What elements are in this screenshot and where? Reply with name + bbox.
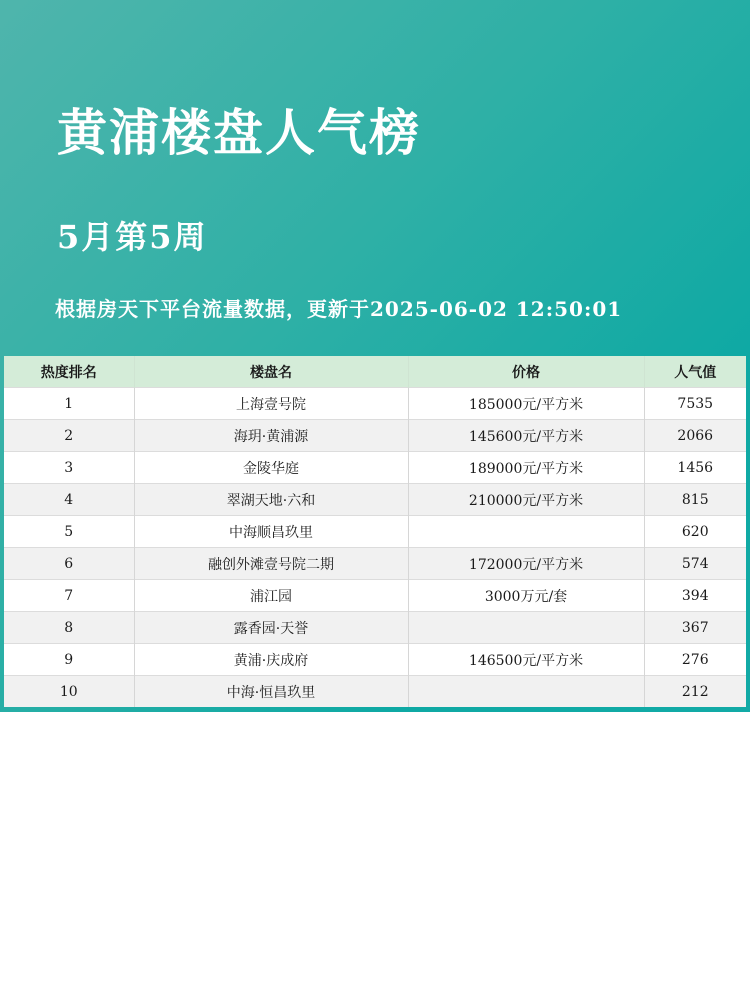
popularity-cell: 815	[644, 484, 746, 516]
rank-cell: 9	[4, 644, 134, 676]
table-row	[4, 452, 746, 484]
popularity-cell: 574	[644, 548, 746, 580]
column-header-popularity: 人气值	[644, 356, 746, 388]
popularity-cell: 276	[644, 644, 746, 676]
update-subtitle: 根据房天下平台流量数据，更新于2025-06-02 12:50:01	[55, 297, 623, 321]
popularity-cell: 620	[644, 516, 746, 548]
price-cell: 145600元/平方米	[408, 420, 644, 452]
table-row	[4, 676, 746, 708]
name-cell: 浦江园	[134, 580, 408, 612]
table-header-row	[4, 356, 746, 388]
table-row	[4, 420, 746, 452]
price-cell	[408, 516, 644, 548]
price-cell: 172000元/平方米	[408, 548, 644, 580]
popularity-cell: 2066	[644, 420, 746, 452]
name-cell: 融创外滩壹号院二期	[134, 548, 408, 580]
popularity-cell: 7535	[644, 388, 746, 420]
popularity-cell: 394	[644, 580, 746, 612]
name-cell: 金陵华庭	[134, 452, 408, 484]
price-cell: 210000元/平方米	[408, 484, 644, 516]
table-row	[4, 388, 746, 420]
table-row	[4, 644, 746, 676]
name-cell: 海玥·黄浦源	[134, 420, 408, 452]
rank-cell: 2	[4, 420, 134, 452]
name-cell: 翠湖天地·六和	[134, 484, 408, 516]
rank-cell: 7	[4, 580, 134, 612]
table-row	[4, 516, 746, 548]
rank-cell: 4	[4, 484, 134, 516]
table-row	[4, 484, 746, 516]
column-header-price: 价格	[408, 356, 644, 388]
name-cell: 中海·恒昌玖里	[134, 676, 408, 708]
price-cell: 189000元/平方米	[408, 452, 644, 484]
rank-cell: 5	[4, 516, 134, 548]
rank-cell: 8	[4, 612, 134, 644]
ranking-table-container	[4, 356, 746, 707]
price-cell: 185000元/平方米	[408, 388, 644, 420]
rank-cell: 6	[4, 548, 134, 580]
table-row	[4, 580, 746, 612]
price-cell: 3000万元/套	[408, 580, 644, 612]
price-cell	[408, 676, 644, 708]
column-header-rank: 热度排名	[4, 356, 134, 388]
price-cell: 146500元/平方米	[408, 644, 644, 676]
popularity-cell: 1456	[644, 452, 746, 484]
table-row	[4, 548, 746, 580]
rank-cell: 10	[4, 676, 134, 708]
name-cell: 上海壹号院	[134, 388, 408, 420]
page-title: 黄浦楼盘人气榜	[57, 103, 421, 162]
name-cell: 中海顺昌玖里	[134, 516, 408, 548]
popularity-cell: 367	[644, 612, 746, 644]
popularity-cell: 212	[644, 676, 746, 708]
name-cell: 黄浦·庆成府	[134, 644, 408, 676]
rank-cell: 3	[4, 452, 134, 484]
week-label: 5月第5周	[57, 218, 208, 256]
name-cell: 露香园·天誉	[134, 612, 408, 644]
price-cell	[408, 612, 644, 644]
rank-cell: 1	[4, 388, 134, 420]
column-header-name: 楼盘名	[134, 356, 408, 388]
table-row	[4, 612, 746, 644]
ranking-table	[4, 356, 746, 707]
